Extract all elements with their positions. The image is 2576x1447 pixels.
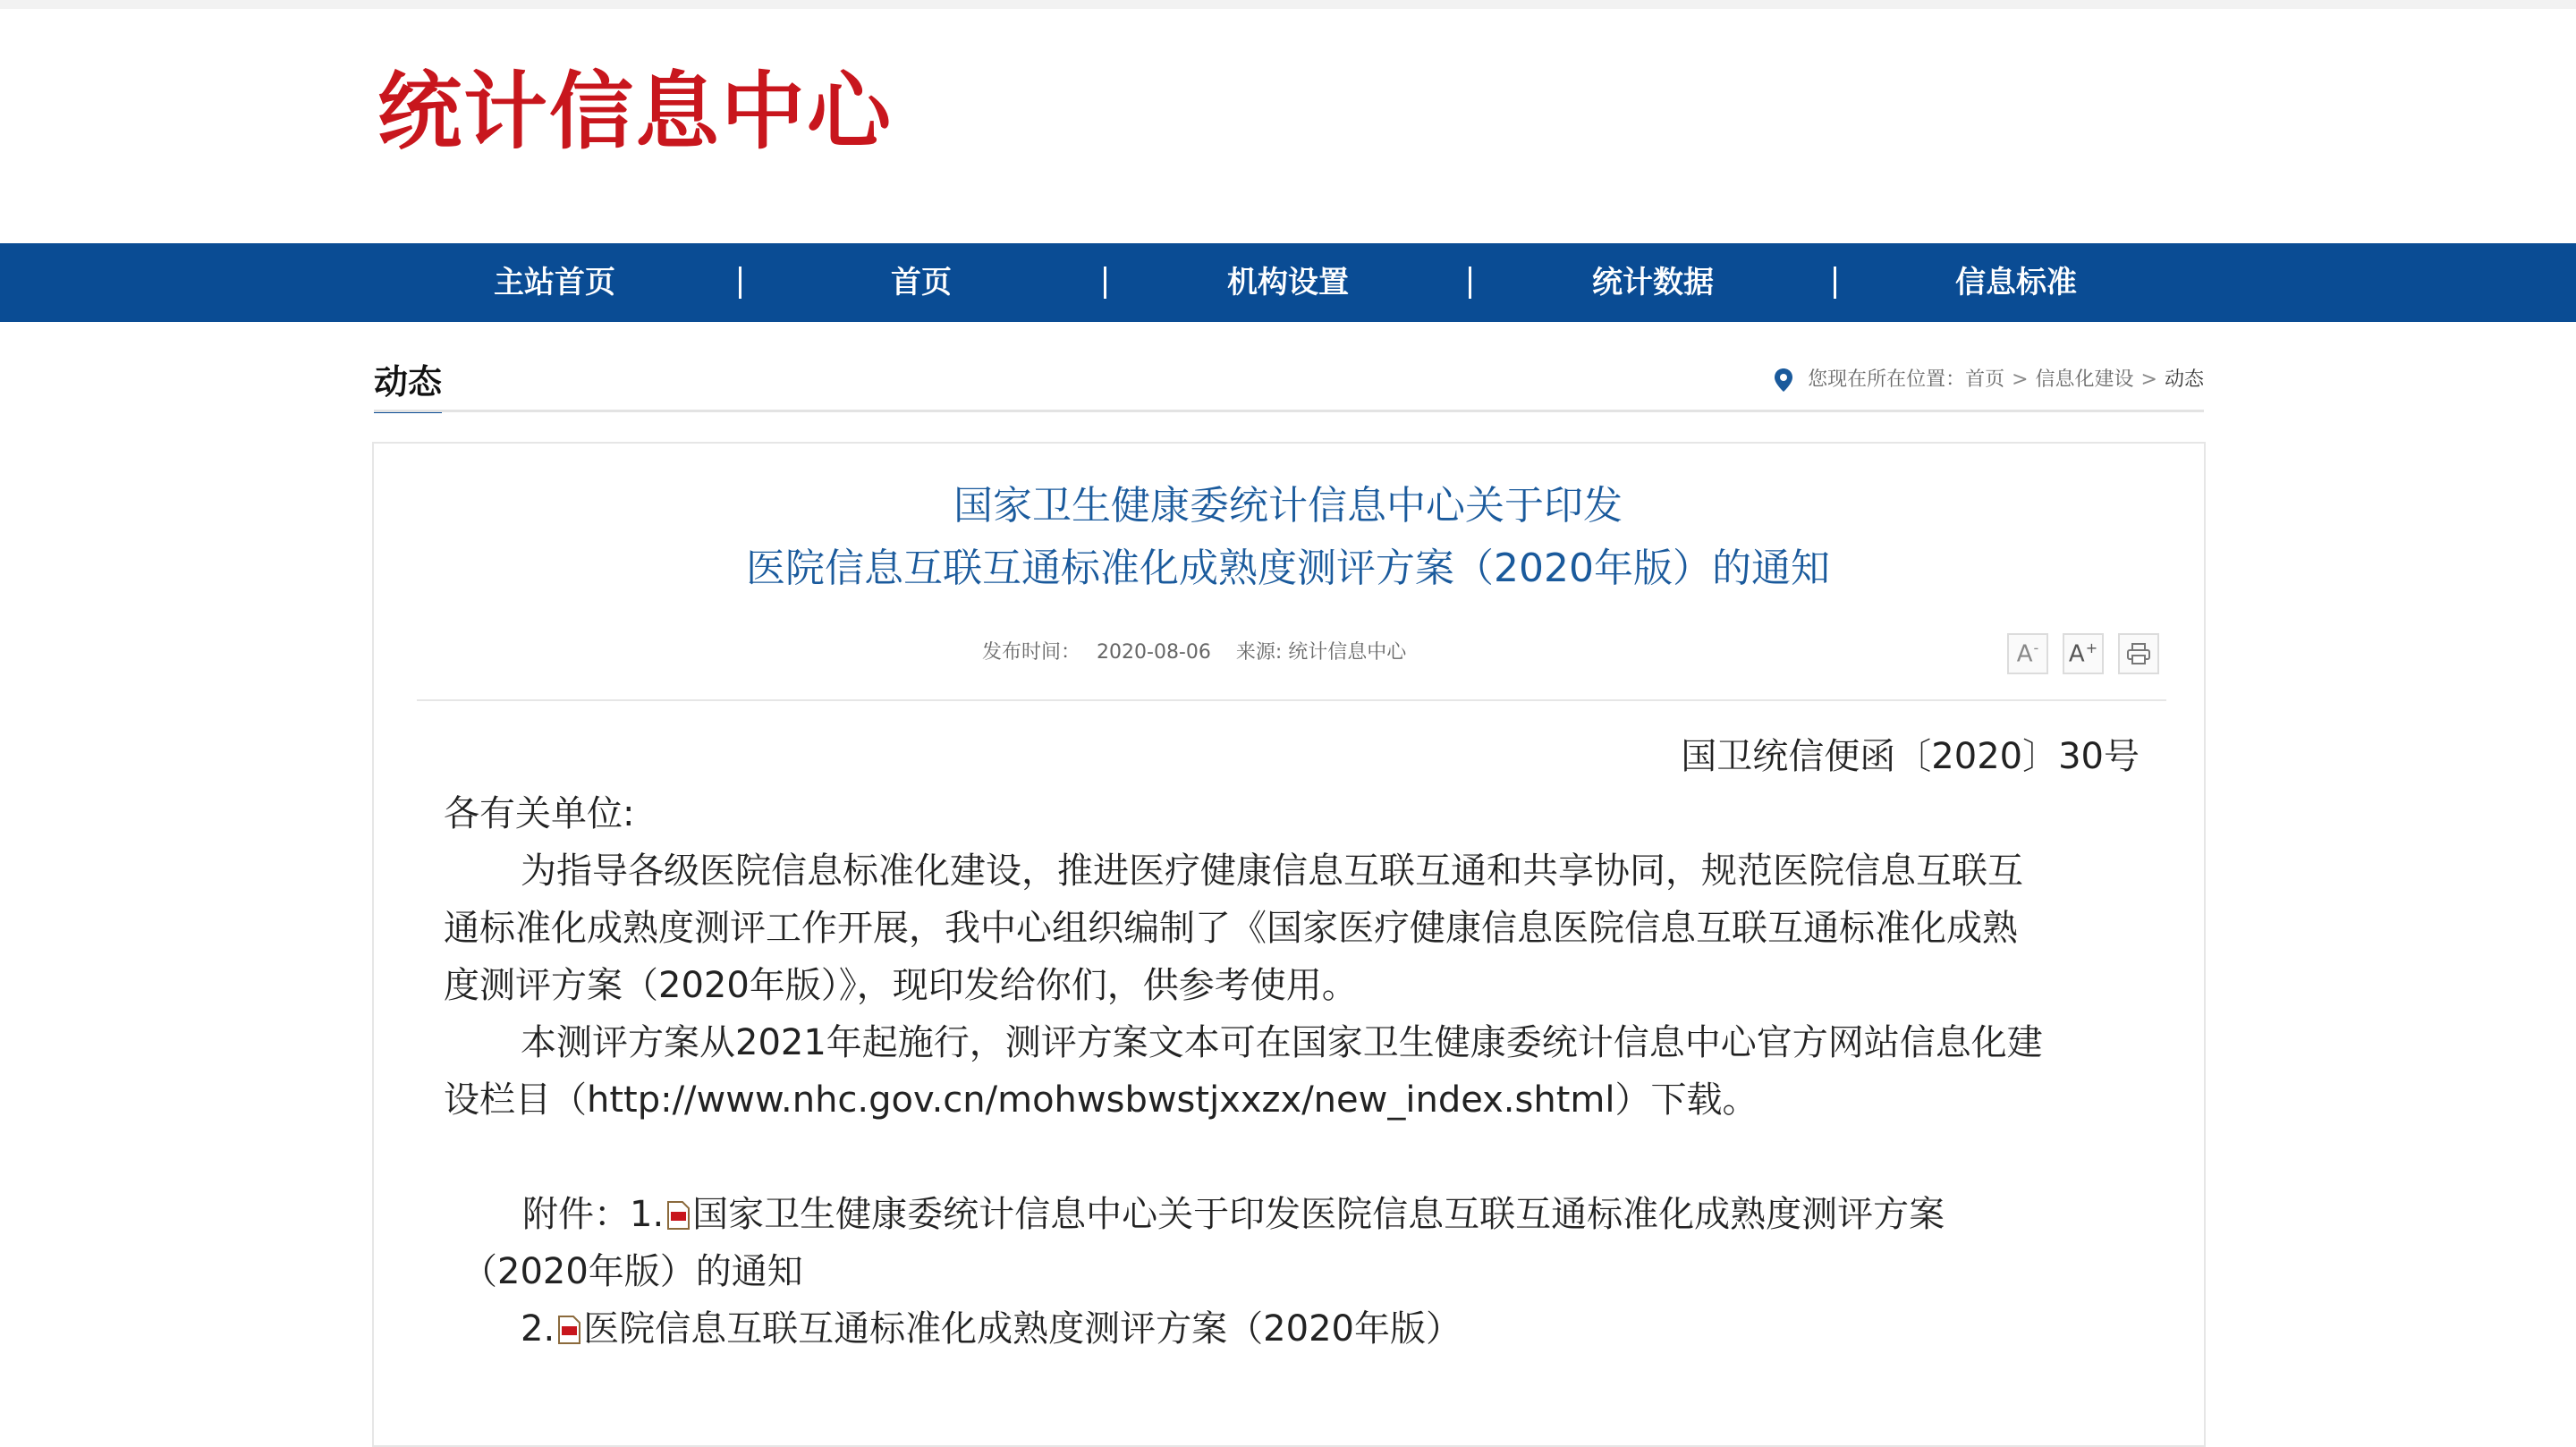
section-title: 动态 <box>374 365 442 413</box>
print-icon <box>2127 643 2150 664</box>
nav-item-home[interactable]: 首页 <box>891 265 952 300</box>
location-pin-icon <box>1774 368 1793 393</box>
publish-label: 发布时间： <box>982 641 1081 664</box>
attachment-1: 附件：1. 国家卫生健康委统计信息中心关于印发医院信息互联互通标准化成熟度测评方案 <box>522 1194 1945 1235</box>
publish-date: 2020-08-06 <box>1097 641 1211 664</box>
pdf-icon <box>665 1201 691 1230</box>
breadcrumb <box>1774 367 2204 393</box>
article-title-line-1: 国家卫生健康委统计信息中心关于印发 <box>953 483 1623 529</box>
article-meta <box>982 637 1406 664</box>
article-divider <box>417 699 2166 701</box>
attachment-1-link[interactable]: 国家卫生健康委统计信息中心关于印发医院信息互联互通标准化成熟度测评方案 <box>692 1194 1945 1235</box>
paragraph-1-line-2: 通标准化成熟度测评工作开展，我中心组织编制了《国家医疗健康信息医院信息互联互通标准化成熟 <box>444 908 2018 949</box>
salutation: 各有关单位: <box>444 793 635 834</box>
breadcrumb-current: 动态 <box>2164 368 2204 391</box>
nav-separator <box>1469 267 1471 299</box>
attachment-2: 2. 医院信息互联互通标准化成熟度测评方案（2020年版） <box>521 1308 1462 1350</box>
nav-separator <box>1104 267 1106 299</box>
nav-item-main-site-home[interactable]: 主站首页 <box>494 265 615 300</box>
nav-item-organization[interactable]: 机构设置 <box>1227 265 1349 300</box>
breadcrumb-informatization[interactable]: 信息化建设 <box>2035 368 2134 391</box>
paragraph-1-line-1: 为指导各级医院信息标准化建设，推进医疗健康信息互联互通和共享协同，规范医院信息互联互 <box>521 850 2023 892</box>
breadcrumb-separator: > <box>2012 368 2029 391</box>
breadcrumb-prefix: 您现在所在位置： <box>1808 368 1966 391</box>
document-number: 国卫统信便函〔2020〕30号 <box>1681 736 2140 777</box>
site-logo[interactable]: 统计信息中心 <box>377 63 894 161</box>
article-source: 来源: 统计信息中心 <box>1235 641 1407 664</box>
font-decrease-button[interactable] <box>2007 633 2048 674</box>
print-button[interactable] <box>2118 633 2159 674</box>
nav-separator <box>739 267 741 299</box>
top-strip <box>0 0 2576 9</box>
paragraph-2-line-2: 设栏目（http://www.nhc.gov.cn/mohwsbwstjxxzx/new_index.shtml）下载。 <box>444 1079 1758 1121</box>
paragraph-1-line-3: 度测评方案（2020年版）》，现印发给你们，供参考使用。 <box>444 965 1358 1006</box>
attachments-label: 附件： <box>522 1194 630 1235</box>
nav-item-statistics[interactable]: 统计数据 <box>1592 265 1714 300</box>
article-title-line-2: 医院信息互联互通标准化成熟度测评方案（2020年版）的通知 <box>746 546 1830 591</box>
nav-separator <box>1834 267 1836 299</box>
pdf-icon <box>556 1316 581 1344</box>
attachment-2-link[interactable]: 医院信息互联互通标准化成熟度测评方案（2020年版） <box>583 1308 1462 1350</box>
main-nav <box>0 243 2576 322</box>
font-decrease-icon: A- <box>2016 639 2039 668</box>
font-increase-icon: A+ <box>2068 639 2098 668</box>
font-increase-button[interactable] <box>2063 633 2104 674</box>
section-divider <box>374 410 2204 412</box>
paragraph-2-line-1: 本测评方案从2021年起施行，测评方案文本可在国家卫生健康委统计信息中心官方网站信息化建 <box>521 1022 2043 1063</box>
breadcrumb-separator: > <box>2140 368 2157 391</box>
attachment-1-continued[interactable]: （2020年版）的通知 <box>462 1251 803 1292</box>
breadcrumb-home[interactable]: 首页 <box>1965 368 2005 391</box>
nav-item-info-standards[interactable]: 信息标准 <box>1955 265 2077 300</box>
